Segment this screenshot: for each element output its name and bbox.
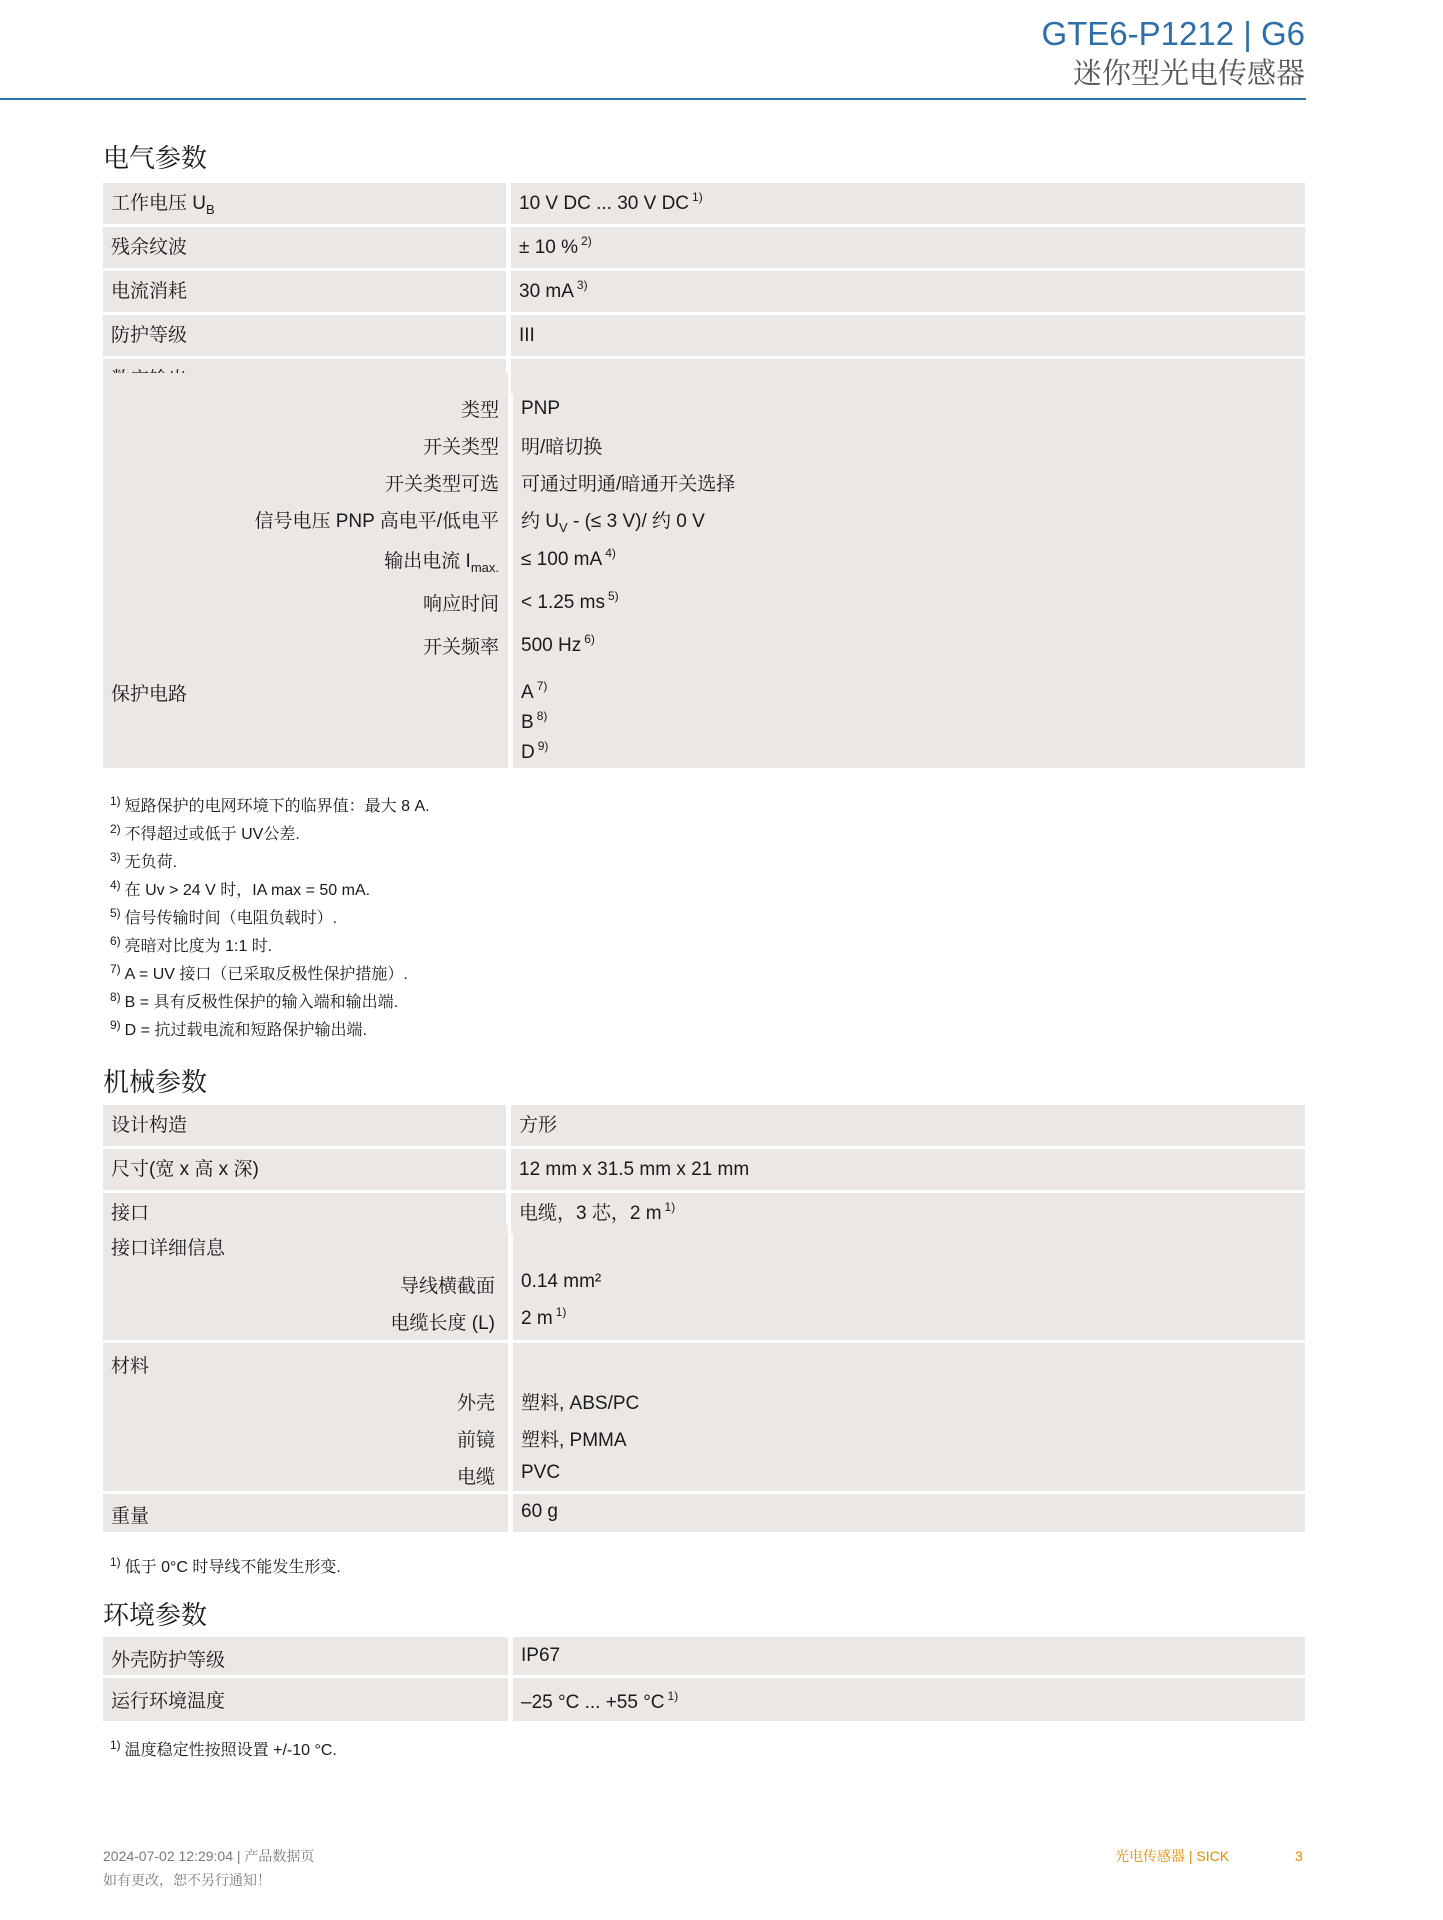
spec-value: 0.14 mm² (521, 1271, 602, 1292)
spec-value: 塑料, PMMA (521, 1430, 627, 1451)
spec-sublabel: 开关频率 (422, 637, 499, 658)
spec-value: III (511, 315, 1305, 356)
spec-row (103, 271, 1305, 312)
spec-row (103, 538, 1305, 581)
spec-label: 残余纹波 (103, 227, 511, 268)
spec-label: 运行环境温度 (111, 1691, 226, 1712)
spec-sublabel: 开关类型 (422, 437, 499, 458)
header-rule (0, 98, 1306, 100)
spec-value: 500 Hz (521, 634, 582, 656)
spec-label-subscript: B (206, 201, 215, 217)
weight-row (103, 1494, 1305, 1532)
spec-sublabel: 输出电流 I (384, 551, 471, 572)
footer-disclaimer: 如有更改，恕不另行通知！ (103, 1872, 271, 1888)
spec-value: 约 U (521, 511, 560, 532)
spec-group-label: 接口详细信息 (111, 1238, 226, 1259)
footnote: $^{1)}$ 温度稳定性按照设置 +/-10 °C. (110, 1738, 337, 1759)
connection-detail-block (103, 1225, 1305, 1340)
page-number: 3 (1295, 1848, 1303, 1864)
spec-row (103, 464, 1305, 501)
spec-sublabel: 电缆 (456, 1467, 495, 1488)
material-block (103, 1343, 1305, 1491)
spec-value: 明/暗切换 (521, 437, 603, 458)
spec-value-line: D $^{9)}$ (521, 739, 549, 763)
footnote: $^{7)}$ A = UV 接口（已采取反极性保护措施）. (110, 962, 408, 983)
electrical-footnotes (110, 793, 430, 1045)
spec-value: 电缆，3 芯，2 m (519, 1203, 662, 1224)
footnote-ref: 3) (576, 278, 588, 292)
spec-label: 保护电路 (111, 684, 188, 705)
spec-value: 10 V DC ... 30 V DC (519, 193, 690, 214)
footnote: $^{8)}$ B = 具有反极性保护的输入端和输出端. (110, 990, 399, 1011)
spec-sublabel: 类型 (460, 400, 499, 421)
footnote: $^{4)}$ 在 Uv > 24 V 时，IA max = 50 mA. (110, 878, 371, 899)
spec-row (103, 315, 1305, 356)
spec-value: PNP (521, 397, 561, 419)
spec-label-subscript: max. (470, 559, 499, 575)
footnote-ref: 2) (581, 234, 592, 248)
spec-row (103, 1149, 1305, 1190)
spec-label: 尺寸(宽 x 高 x 深) (103, 1149, 511, 1190)
spec-label: 防护等级 (103, 315, 511, 356)
spec-value: 可通过明通/暗通开关选择 (521, 474, 736, 495)
spec-value: 塑料, ABS/PC (521, 1393, 640, 1414)
spec-row (103, 227, 1305, 268)
footnote: $^{2)}$ 不得超过或低于 UV公差. (110, 822, 300, 843)
ambient-footnotes (110, 1737, 337, 1765)
spec-sublabel: 导线横截面 (399, 1276, 495, 1297)
footer-brand: 光电传感器 | SICK (1115, 1848, 1230, 1864)
spec-value: 60 g (521, 1501, 558, 1522)
spec-value: 方形 (511, 1105, 1305, 1146)
footnote: $^{1)}$ 短路保护的电网环境下的临界值：最大 8 A. (110, 794, 430, 815)
page-header (1041, 12, 1305, 92)
spec-label: 设计构造 (103, 1105, 511, 1146)
spec-label: 工作电压 U (111, 193, 207, 214)
spec-value: < 1.25 ms (521, 591, 605, 613)
spec-sublabel: 响应时间 (422, 594, 499, 615)
spec-value: –25 °C ... +55 °C (521, 1692, 665, 1713)
mechanical-footnotes (110, 1554, 341, 1582)
footnote: $^{3)}$ 无负荷. (110, 850, 178, 871)
spec-value: PVC (521, 1462, 561, 1483)
spec-label: 外壳防护等级 (111, 1650, 226, 1671)
spec-label: 重量 (111, 1506, 150, 1527)
protective-circuits-row (103, 670, 1305, 768)
spec-value: 2 m (521, 1308, 553, 1329)
spec-group-label: 材料 (111, 1356, 150, 1377)
spec-value: 30 mA (519, 281, 574, 302)
footnote-ref: 4) (605, 545, 616, 560)
footnote-ref: 1) (555, 1305, 567, 1319)
ambient-section-title: 环境参数 (103, 1600, 208, 1630)
product-subtitle: 迷你型光电传感器 (1072, 58, 1305, 90)
footnote: $^{9)}$ D = 抗过载电流和短路保护输出端. (110, 1018, 367, 1039)
spec-sublabel: 信号电压 PNP 高电平/低电平 (254, 511, 499, 532)
spec-row (103, 501, 1305, 538)
spec-value: ≤ 100 mA (521, 548, 603, 570)
mechanical-section-title: 机械参数 (103, 1067, 208, 1097)
temperature-row (103, 1678, 1305, 1721)
footnote: $^{6)}$ 亮暗对比度为 1:1 时. (110, 934, 273, 955)
enclosure-row (103, 1637, 1305, 1675)
spec-row (103, 427, 1305, 464)
spec-value-line: A $^{7)}$ (521, 679, 548, 703)
spec-label: 接口 (103, 1193, 511, 1234)
footnote-ref: 6) (584, 631, 595, 646)
footnote: $^{1)}$ 低于 0°C 时导线不能发生形变. (110, 1555, 341, 1576)
product-model: GTE6-P1212 | G6 (1041, 15, 1305, 52)
electrical-section-title: 电气参数 (103, 143, 208, 173)
footer-date: 2024-07-02 12:29:04 | 产品数据页 (103, 1848, 315, 1864)
mechanical-table (103, 1102, 1305, 1237)
footer-left (103, 1844, 314, 1892)
spec-sublabel: 前镜 (456, 1430, 495, 1451)
spec-sublabel: 开关类型可选 (384, 474, 499, 495)
spec-value-line: B $^{8)}$ (521, 709, 548, 733)
spec-row (103, 581, 1305, 624)
spec-row (103, 183, 1305, 224)
spec-sublabel: 外壳 (456, 1393, 495, 1414)
electrical-table (103, 180, 1305, 397)
spec-value-subscript: V (559, 519, 568, 535)
digital-output-block (103, 385, 1305, 675)
spec-label: 电流消耗 (103, 271, 511, 312)
spec-row (103, 624, 1305, 667)
spec-value: - (≤ 3 V)/ 约 0 V (567, 511, 705, 532)
footnote: $^{5)}$ 信号传输时间（电阻负载时）. (110, 906, 338, 927)
spec-value: 12 mm x 31.5 mm x 21 mm (511, 1149, 1305, 1190)
spec-sublabel: 电缆长度 (L) (390, 1313, 495, 1334)
footnote-ref: 1) (692, 190, 703, 204)
footnote-ref: 5) (607, 588, 619, 603)
spec-value: ± 10 % (519, 237, 579, 258)
spec-value: IP67 (521, 1645, 561, 1666)
spec-row (103, 1105, 1305, 1146)
footnote-ref: 1) (667, 1689, 679, 1703)
spec-row (103, 390, 1305, 427)
footnote-ref: 1) (664, 1200, 676, 1214)
